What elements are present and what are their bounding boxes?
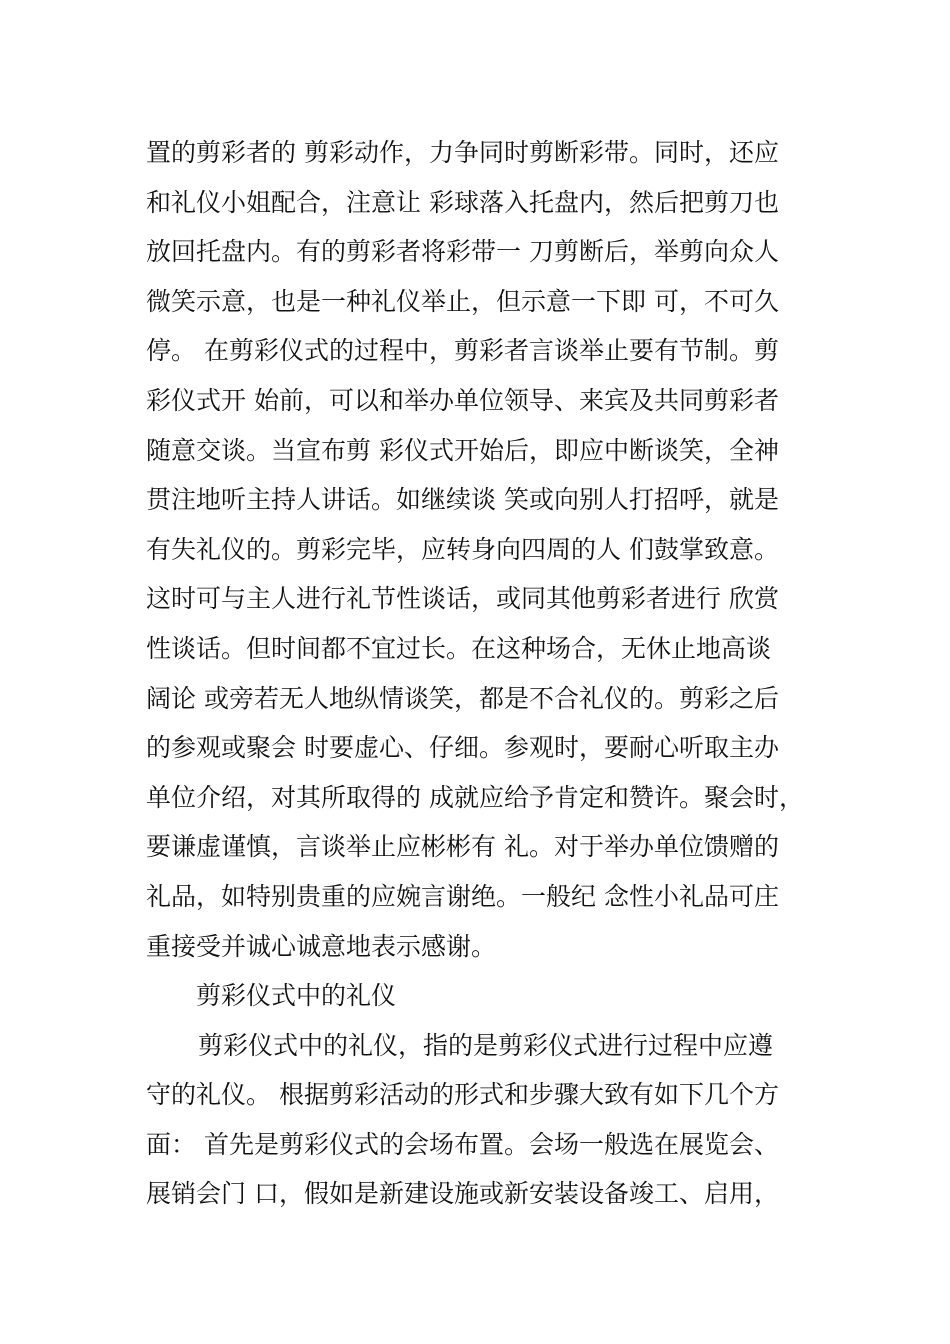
- text-line: 守的礼仪。 根据剪彩活动的形式和步骤大致有如下几个方: [146, 1080, 779, 1110]
- text-line: 和礼仪小姐配合，注意让 彩球落入托盘内，然后把剪刀也: [146, 187, 779, 217]
- text-line: 的参观或聚会 时要虚心、仔细。参观时，要耐心听取主办: [146, 733, 779, 763]
- text-line: 放回托盘内。有的剪彩者将彩带一 刀剪断后，举剪向众人: [146, 237, 779, 267]
- text-line: 阔论 或旁若无人地纵情谈笑，都是不合礼仪的。剪彩之后: [146, 683, 779, 713]
- text-line: 要谦虚谨慎，言谈举止应彬彬有 礼。对于举办单位馈赠的: [146, 832, 779, 862]
- text-line: 彩仪式开 始前，可以和举办单位领导、来宾及共同剪彩者: [146, 385, 779, 415]
- paragraph-2: [146, 1021, 826, 1219]
- text-line: 这时可与主人进行礼节性谈话，或同其他剪彩者进行 欣赏: [146, 584, 779, 614]
- text-line: 随意交谈。当宣布剪 彩仪式开始后，即应中断谈笑，全神: [146, 435, 779, 465]
- text-line: 重接受并诚心诚意地表示感谢。: [146, 931, 497, 961]
- text-line: 微笑示意，也是一种礼仪举止，但示意一下即 可，不可久: [146, 286, 779, 316]
- text-line: 礼品，如特别贵重的应婉言谢绝。一般纪 念性小礼品可庄: [146, 881, 779, 911]
- text-line: 有失礼仪的。剪彩完毕，应转身向四周的人 们鼓掌致意。: [146, 534, 779, 564]
- paragraph-1: [146, 128, 826, 971]
- document-body: [146, 128, 826, 1219]
- section-heading: 剪彩仪式中的礼仪: [196, 981, 397, 1011]
- text-line: 贯注地听主持人讲话。如继续谈 笑或向别人打招呼，就是: [146, 485, 779, 515]
- text-line: 面： 首先是剪彩仪式的会场布置。会场一般选在展览会、: [146, 1129, 779, 1159]
- text-line: 性谈话。但时间都不宜过长。在这种场合，无休止地高谈: [146, 633, 772, 663]
- text-line: 单位介绍，对其所取得的 成就应给予肯定和赞许。聚会时，: [146, 782, 804, 812]
- text-line: 展销会门 口，假如是新建设施或新安装设备竣工、启用，: [146, 1179, 779, 1209]
- text-line: 置的剪彩者的 剪彩动作，力争同时剪断彩带。同时，还应: [146, 138, 779, 167]
- text-line: 停。 在剪彩仪式的过程中，剪彩者言谈举止要有节制。剪: [146, 336, 779, 366]
- text-line: 剪彩仪式中的礼仪，指的是剪彩仪式进行过程中应遵: [198, 1030, 774, 1060]
